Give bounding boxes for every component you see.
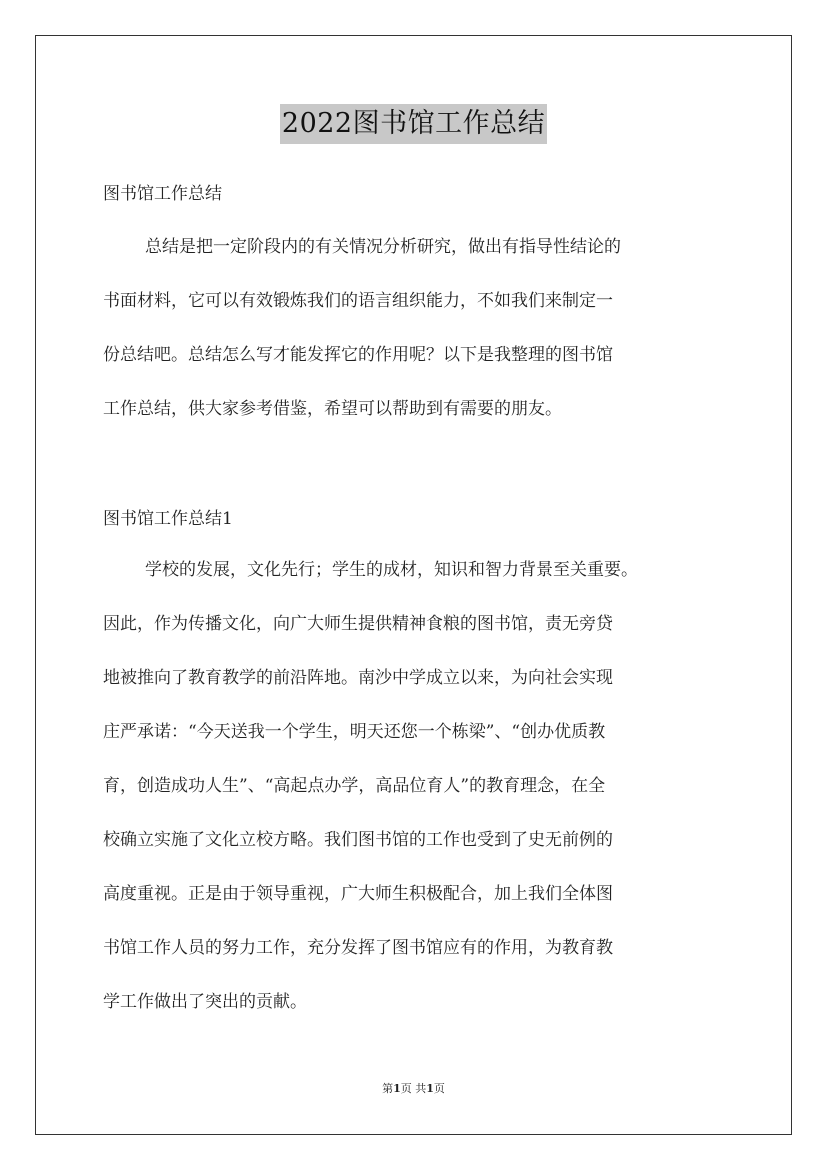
section1-heading: 图书馆工作总结1 <box>103 509 233 529</box>
paragraph-line: 学校的发展，文化先行；学生的成材，知识和智力背景至关重要。 <box>145 560 638 580</box>
paragraph-line: 地被推向了教育教学的前沿阵地。南沙中学成立以来，为向社会实现 <box>103 668 613 688</box>
page-footer <box>0 1081 827 1097</box>
footer-mid: 页 共 <box>400 1082 427 1095</box>
intro-paragraph <box>103 220 743 436</box>
paragraph-line: 工作总结，供大家参考借鉴，希望可以帮助到有需要的朋友。 <box>103 399 562 419</box>
paragraph-line: 高度重视。正是由于领导重视，广大师生积极配合，加上我们全体图 <box>103 884 613 904</box>
footer-page-total: 1 <box>426 1082 434 1095</box>
paragraph-line: 学工作做出了突出的贡献。 <box>103 992 307 1012</box>
paragraph-line: 校确立实施了文化立校方略。我们图书馆的工作也受到了史无前例的 <box>103 830 613 850</box>
section1-paragraph <box>103 543 743 1029</box>
title-container <box>0 104 827 144</box>
paragraph-line: 因此，作为传播文化，向广大师生提供精神食粮的图书馆，责无旁贷 <box>103 614 613 634</box>
paragraph-line: 育，创造成功人生”、“高起点办学，高品位育人”的教育理念，在全 <box>103 776 606 796</box>
paragraph-line: 庄严承诺：“今天送我一个学生，明天还您一个栋梁”、“创办优质教 <box>103 722 606 742</box>
paragraph-line: 总结是把一定阶段内的有关情况分析研究，做出有指导性结论的 <box>145 237 621 257</box>
paragraph-line: 份总结吧。总结怎么写才能发挥它的作用呢？以下是我整理的图书馆 <box>103 345 613 365</box>
footer-page-current: 1 <box>393 1082 401 1095</box>
footer-suffix: 页 <box>433 1082 445 1095</box>
intro-heading: 图书馆工作总结 <box>103 184 222 204</box>
footer-prefix: 第 <box>382 1082 394 1095</box>
paragraph-line: 书馆工作人员的努力工作，充分发挥了图书馆应有的作用，为教育教 <box>103 938 613 958</box>
document-title: 2022图书馆工作总结 <box>280 104 547 144</box>
paragraph-line: 书面材料，它可以有效锻炼我们的语言组织能力，不如我们来制定一 <box>103 291 613 311</box>
